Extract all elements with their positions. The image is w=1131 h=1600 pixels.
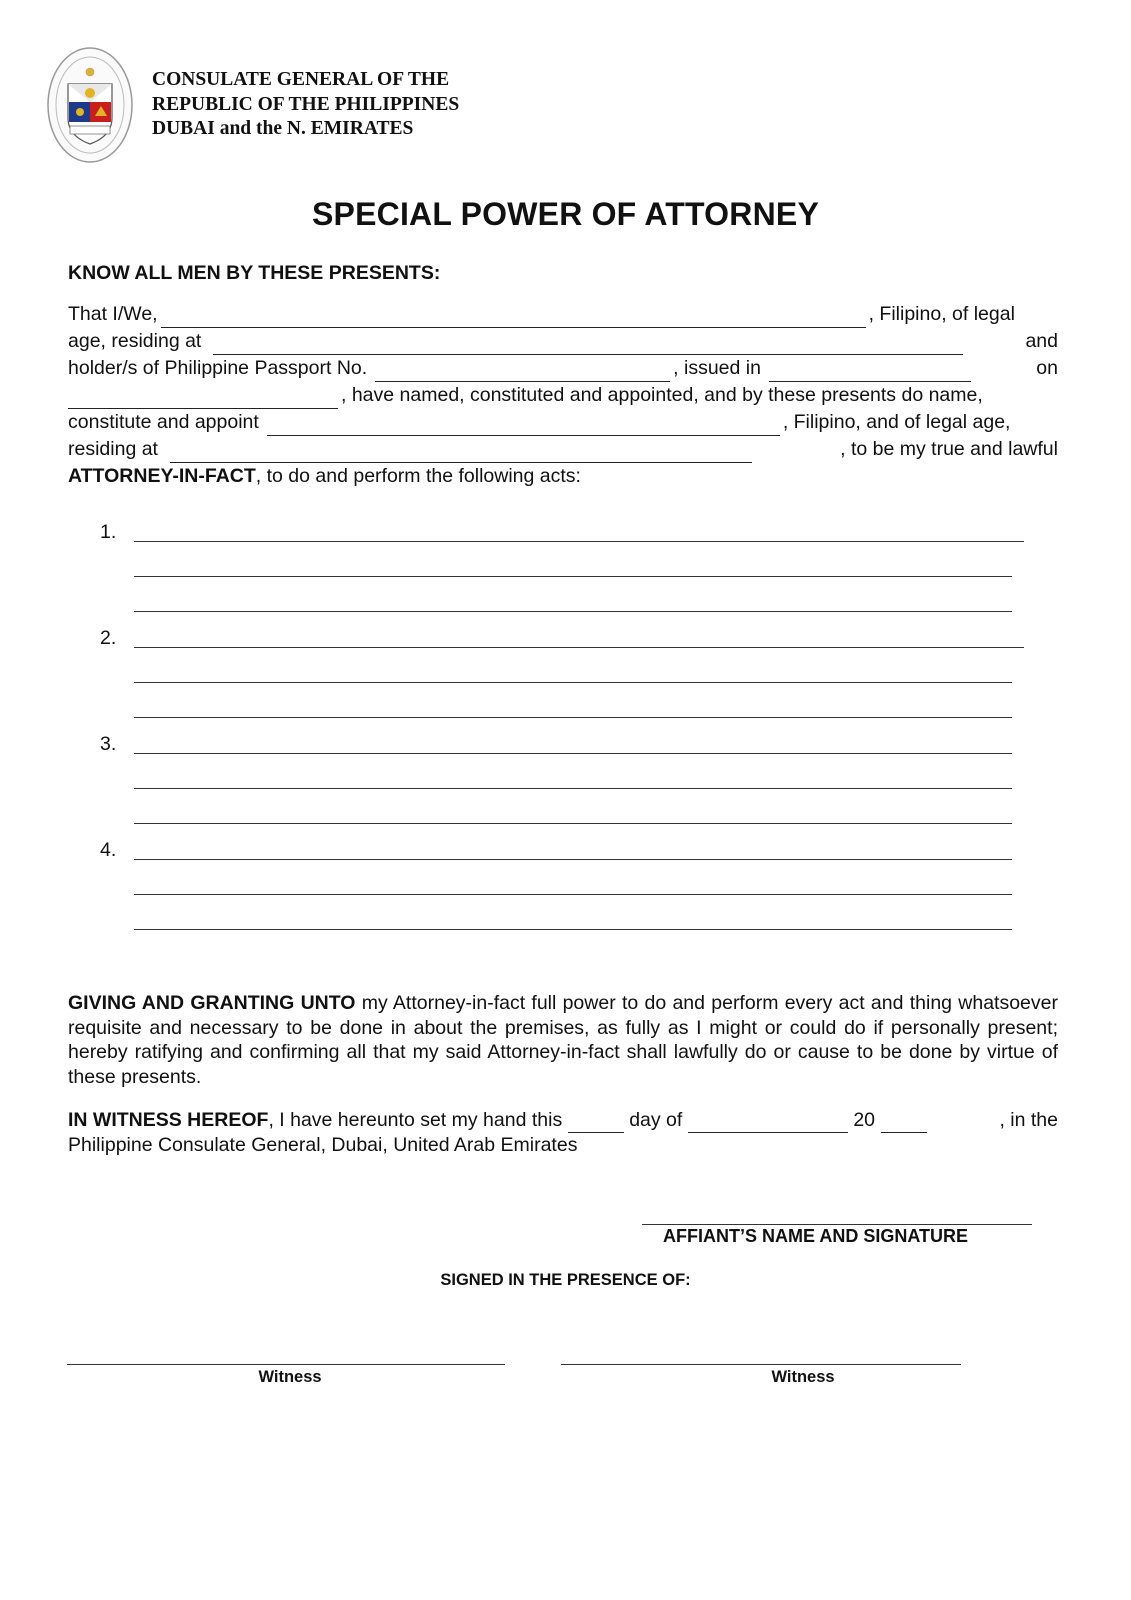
text-filipino-age: , Filipino, and of legal age, (782, 411, 1011, 433)
text-do-perform: , to do and perform the following acts: (255, 465, 581, 487)
act-4-line-3[interactable] (134, 929, 1012, 930)
act-number-3: 3. (100, 733, 117, 755)
affiant-signature-line[interactable] (642, 1224, 1032, 1225)
text-issued-in: , issued in (673, 357, 761, 379)
attorney-name-blank[interactable] (267, 415, 780, 436)
witness-clause (68, 1108, 1058, 1157)
act-1-line-3[interactable] (134, 611, 1012, 612)
text-set-hand: , I have hereunto set my hand this (268, 1109, 563, 1131)
month-blank[interactable] (688, 1112, 848, 1133)
giving-text: my Attorney-in-fact full power to do and perform every act and thing whatsoever requisite and necessary to be done in about the premises, as fully as I might or could do if personally present; hereby ratifying and confirming all that my said Attorney-in-fact shall lawfully do or cause to be done by virtue of these presents. (68, 992, 1058, 1088)
affiant-name-signature-label: AFFIANT’S NAME AND SIGNATURE (663, 1226, 968, 1246)
act-4-line-1[interactable] (134, 859, 1012, 860)
act-2-line-3[interactable] (134, 717, 1012, 718)
act-2-line-1[interactable] (134, 647, 1024, 648)
witness-1-signature-line[interactable] (67, 1364, 505, 1365)
consulate-seal-icon (46, 46, 134, 164)
text-and: and (1025, 330, 1058, 352)
witness-1-label: Witness (258, 1368, 322, 1386)
consulate-header (152, 68, 459, 142)
paragraph-line (68, 409, 1058, 436)
paragraph-line (68, 436, 1058, 463)
text-have-named: , have named, constituted and appointed, and by these presents do name, (341, 384, 983, 406)
paragraph-line (68, 301, 1058, 328)
text-age-residing: age, residing at (68, 330, 202, 352)
act-number-1: 1. (100, 521, 117, 543)
header-line-3: DUBAI and the N. EMIRATES (152, 118, 414, 139)
in-witness-bold: IN WITNESS HEREOF (68, 1109, 269, 1131)
act-3-line-1[interactable] (134, 753, 1012, 754)
text-that-iwe: That I/We, (68, 303, 158, 325)
know-all-heading: KNOW ALL MEN BY THESE PRESENTS: (68, 262, 441, 284)
paragraph-line (68, 355, 1058, 382)
day-blank[interactable] (568, 1112, 624, 1133)
passport-number-blank[interactable] (375, 361, 670, 382)
act-2-line-2[interactable] (134, 682, 1012, 683)
paragraph-line (68, 328, 1058, 355)
principal-address-blank[interactable] (213, 334, 963, 355)
act-4-line-2[interactable] (134, 894, 1012, 895)
act-3-line-3[interactable] (134, 823, 1012, 824)
principal-name-blank[interactable] (161, 307, 866, 328)
text-in-the: , in the (999, 1109, 1058, 1131)
witness-clause-line (68, 1108, 1058, 1133)
text-true-lawful: , to be my true and lawful (840, 438, 1058, 460)
act-3-line-2[interactable] (134, 788, 1012, 789)
act-1-line-2[interactable] (134, 576, 1012, 577)
witness-clause-line-2: Philippine Consulate General, Dubai, United Arab Emirates (68, 1133, 578, 1156)
year-blank[interactable] (881, 1112, 927, 1133)
header-line-1: CONSULATE GENERAL OF THE (152, 69, 450, 90)
witness-2-signature-line[interactable] (561, 1364, 961, 1365)
paragraph-line (68, 463, 1058, 490)
act-number-2: 2. (100, 627, 117, 649)
opening-paragraph (68, 301, 1058, 490)
issued-place-blank[interactable] (769, 361, 971, 382)
giving-granting-paragraph (68, 991, 1058, 1089)
text-day-of: day of (629, 1109, 683, 1131)
act-number-4: 4. (100, 839, 117, 861)
paragraph-line (68, 382, 1058, 409)
text-holder-passport: holder/s of Philippine Passport No. (68, 357, 368, 379)
header-line-2: REPUBLIC OF THE PHILIPPINES (152, 93, 460, 115)
text-attorney-in-fact: ATTORNEY-IN-FACT (68, 465, 256, 487)
text-residing-at: residing at (68, 438, 158, 460)
signed-presence-label: SIGNED IN THE PRESENCE OF: (440, 1271, 691, 1289)
document-title: SPECIAL POWER OF ATTORNEY (312, 196, 819, 232)
text-20: 20 (853, 1109, 876, 1131)
issued-date-blank[interactable] (68, 388, 338, 409)
text-on: on (1036, 357, 1058, 379)
text-constitute-appoint: constitute and appoint (68, 411, 259, 433)
witness-2-label: Witness (771, 1368, 835, 1386)
giving-bold: GIVING AND GRANTING UNTO (68, 992, 356, 1014)
text-filipino-legal: , Filipino, of legal (868, 303, 1015, 325)
attorney-address-blank[interactable] (170, 442, 752, 463)
act-1-line-1[interactable] (134, 541, 1024, 542)
